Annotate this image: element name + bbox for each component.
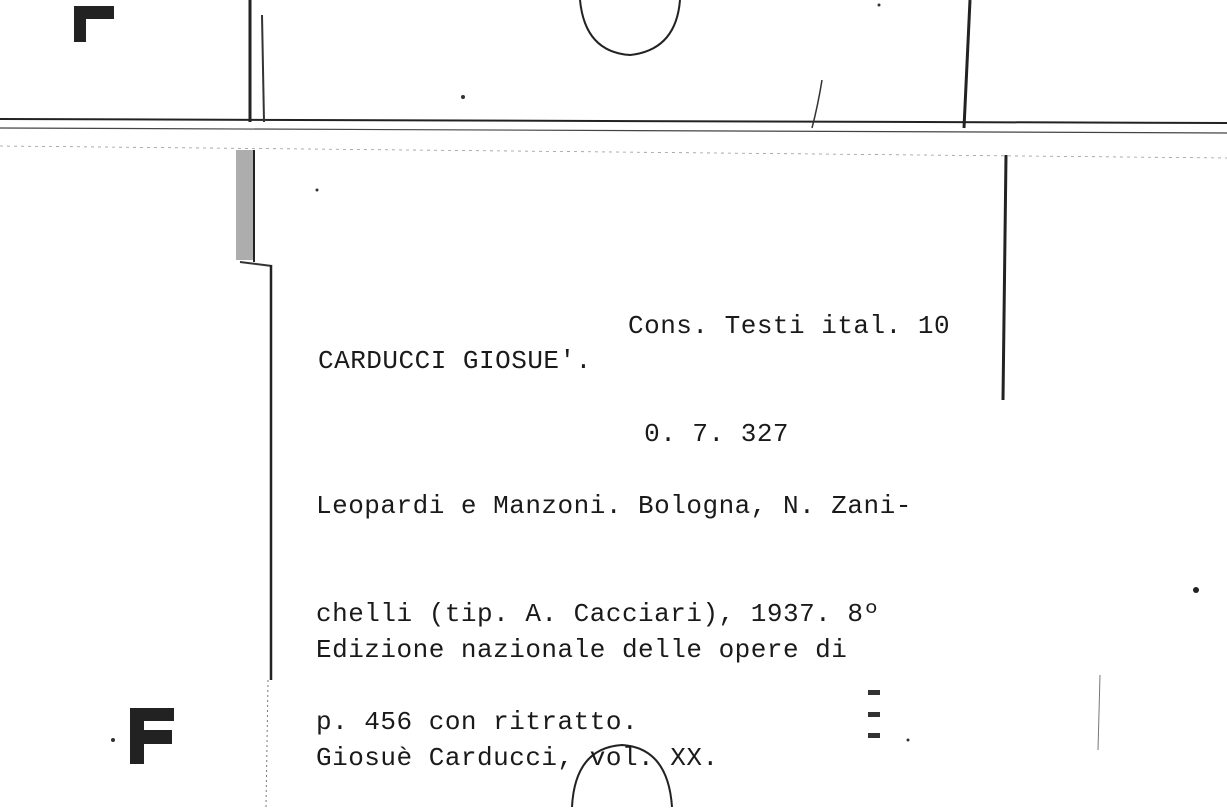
shelfmark-line-1: Cons. Testi ital. 10 [628, 311, 951, 341]
description-line: Leopardi e Manzoni. Bologna, N. Zani- [316, 491, 912, 521]
shelfmark-line-2: 0. 7. 327 [628, 419, 790, 449]
series-note [316, 560, 847, 812]
series-line: Giosuè Carducci, vol. XX. [316, 743, 719, 773]
author-heading: CARDUCCI GIOSUE'. [318, 346, 592, 376]
description-line: p. 456 con ritratto. [316, 707, 639, 737]
description-line: chelli (tip. A. Cacciari), 1937. 8º [316, 599, 880, 629]
series-line: Edizione nazionale delle opere di [316, 635, 848, 665]
